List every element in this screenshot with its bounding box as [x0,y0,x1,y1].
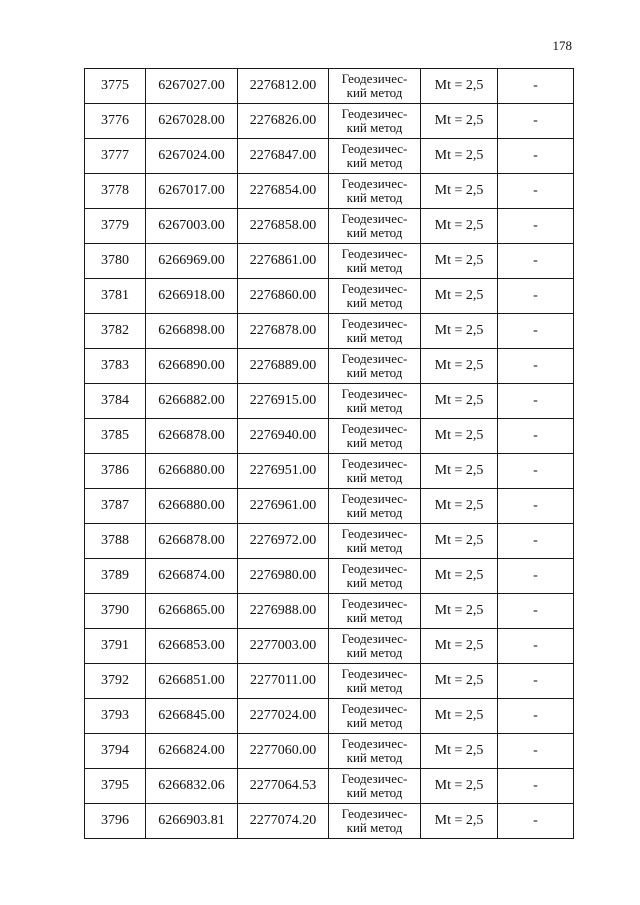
note-cell: - [498,629,574,664]
method-line-2: кий метод [346,225,403,240]
point-number-cell: 3789 [85,559,146,594]
note-cell: - [498,524,574,559]
accuracy-cell: Mt = 2,5 [421,349,498,384]
accuracy-cell: Mt = 2,5 [421,559,498,594]
note-cell: - [498,419,574,454]
table-row [85,314,574,349]
method-cell [329,769,421,804]
table-row [85,104,574,139]
method-line-1: Геодезичес- [341,596,408,611]
note-cell: - [498,664,574,699]
note-cell: - [498,279,574,314]
y-coordinate-cell: 2276889.00 [238,349,329,384]
method-line-2: кий метод [346,85,403,100]
point-number-cell: 3786 [85,454,146,489]
method-line-1: Геодезичес- [341,351,408,366]
y-coordinate-cell: 2276940.00 [238,419,329,454]
note-cell: - [498,244,574,279]
method-line-1: Геодезичес- [341,736,408,751]
point-number-cell: 3790 [85,594,146,629]
method-cell [329,454,421,489]
point-number-cell: 3788 [85,524,146,559]
y-coordinate-cell: 2276980.00 [238,559,329,594]
method-line-2: кий метод [346,785,403,800]
x-coordinate-cell: 6266903.81 [146,804,238,839]
point-number-cell: 3793 [85,699,146,734]
method-cell [329,244,421,279]
point-number-cell: 3792 [85,664,146,699]
method-line-2: кий метод [346,575,403,590]
method-cell [329,664,421,699]
method-line-2: кий метод [346,750,403,765]
table-row [85,139,574,174]
x-coordinate-cell: 6267024.00 [146,139,238,174]
accuracy-cell: Mt = 2,5 [421,384,498,419]
point-number-cell: 3791 [85,629,146,664]
point-number-cell: 3785 [85,419,146,454]
y-coordinate-cell: 2276878.00 [238,314,329,349]
x-coordinate-cell: 6266824.00 [146,734,238,769]
method-line-2: кий метод [346,330,403,345]
method-line-2: кий метод [346,715,403,730]
point-number-cell: 3795 [85,769,146,804]
method-line-1: Геодезичес- [341,316,408,331]
note-cell: - [498,594,574,629]
table-row [85,769,574,804]
x-coordinate-cell: 6266845.00 [146,699,238,734]
y-coordinate-cell: 2276861.00 [238,244,329,279]
note-cell: - [498,384,574,419]
accuracy-cell: Mt = 2,5 [421,209,498,244]
point-number-cell: 3781 [85,279,146,314]
method-cell [329,629,421,664]
method-line-1: Геодезичес- [341,71,408,86]
note-cell: - [498,104,574,139]
point-number-cell: 3782 [85,314,146,349]
method-cell [329,209,421,244]
method-cell [329,279,421,314]
method-line-2: кий метод [346,470,403,485]
method-line-2: кий метод [346,820,403,835]
method-line-1: Геодезичес- [341,561,408,576]
accuracy-cell: Mt = 2,5 [421,664,498,699]
accuracy-cell: Mt = 2,5 [421,244,498,279]
note-cell: - [498,209,574,244]
y-coordinate-cell: 2276826.00 [238,104,329,139]
method-cell [329,349,421,384]
method-cell [329,559,421,594]
x-coordinate-cell: 6266969.00 [146,244,238,279]
coordinates-table [84,68,574,839]
note-cell: - [498,139,574,174]
method-cell [329,419,421,454]
x-coordinate-cell: 6266874.00 [146,559,238,594]
y-coordinate-cell: 2276961.00 [238,489,329,524]
method-cell [329,104,421,139]
method-line-1: Геодезичес- [341,106,408,121]
page-number: 178 [552,38,572,53]
table-row [85,209,574,244]
point-number-cell: 3783 [85,349,146,384]
table-row [85,419,574,454]
accuracy-cell: Mt = 2,5 [421,594,498,629]
method-line-1: Геодезичес- [341,246,408,261]
accuracy-cell: Mt = 2,5 [421,629,498,664]
method-line-1: Геодезичес- [341,526,408,541]
method-line-1: Геодезичес- [341,806,408,821]
method-line-2: кий метод [346,260,403,275]
x-coordinate-cell: 6267003.00 [146,209,238,244]
method-cell [329,174,421,209]
method-line-1: Геодезичес- [341,701,408,716]
point-number-cell: 3780 [85,244,146,279]
method-line-2: кий метод [346,645,403,660]
point-number-cell: 3775 [85,69,146,104]
x-coordinate-cell: 6266918.00 [146,279,238,314]
accuracy-cell: Mt = 2,5 [421,524,498,559]
x-coordinate-cell: 6266878.00 [146,524,238,559]
accuracy-cell: Mt = 2,5 [421,279,498,314]
point-number-cell: 3784 [85,384,146,419]
method-line-1: Геодезичес- [341,281,408,296]
accuracy-cell: Mt = 2,5 [421,454,498,489]
method-cell [329,139,421,174]
y-coordinate-cell: 2276860.00 [238,279,329,314]
note-cell: - [498,69,574,104]
x-coordinate-cell: 6266878.00 [146,419,238,454]
y-coordinate-cell: 2276988.00 [238,594,329,629]
table-row [85,69,574,104]
method-line-2: кий метод [346,155,403,170]
accuracy-cell: Mt = 2,5 [421,769,498,804]
table-row [85,174,574,209]
x-coordinate-cell: 6266880.00 [146,454,238,489]
y-coordinate-cell: 2276854.00 [238,174,329,209]
table-row [85,804,574,839]
table-row [85,699,574,734]
table-row [85,384,574,419]
method-line-1: Геодезичес- [341,666,408,681]
table-row [85,594,574,629]
y-coordinate-cell: 2276951.00 [238,454,329,489]
x-coordinate-cell: 6266832.06 [146,769,238,804]
table-row [85,664,574,699]
method-cell [329,314,421,349]
point-number-cell: 3787 [85,489,146,524]
x-coordinate-cell: 6266890.00 [146,349,238,384]
accuracy-cell: Mt = 2,5 [421,69,498,104]
y-coordinate-cell: 2276812.00 [238,69,329,104]
note-cell: - [498,349,574,384]
note-cell: - [498,699,574,734]
x-coordinate-cell: 6266880.00 [146,489,238,524]
method-line-1: Геодезичес- [341,771,408,786]
method-line-2: кий метод [346,365,403,380]
y-coordinate-cell: 2277074.20 [238,804,329,839]
method-cell [329,699,421,734]
point-number-cell: 3794 [85,734,146,769]
table-row [85,244,574,279]
method-cell [329,489,421,524]
method-cell [329,594,421,629]
table-row [85,279,574,314]
method-line-1: Геодезичес- [341,456,408,471]
accuracy-cell: Mt = 2,5 [421,489,498,524]
table-row [85,734,574,769]
y-coordinate-cell: 2276972.00 [238,524,329,559]
method-line-1: Геодезичес- [341,421,408,436]
table-row [85,349,574,384]
accuracy-cell: Mt = 2,5 [421,734,498,769]
method-line-1: Геодезичес- [341,631,408,646]
method-line-2: кий метод [346,120,403,135]
note-cell: - [498,454,574,489]
note-cell: - [498,314,574,349]
method-cell [329,734,421,769]
method-cell [329,804,421,839]
y-coordinate-cell: 2277064.53 [238,769,329,804]
y-coordinate-cell: 2277003.00 [238,629,329,664]
accuracy-cell: Mt = 2,5 [421,419,498,454]
x-coordinate-cell: 6267017.00 [146,174,238,209]
accuracy-cell: Mt = 2,5 [421,314,498,349]
x-coordinate-cell: 6266898.00 [146,314,238,349]
accuracy-cell: Mt = 2,5 [421,804,498,839]
accuracy-cell: Mt = 2,5 [421,699,498,734]
method-line-2: кий метод [346,190,403,205]
point-number-cell: 3796 [85,804,146,839]
method-line-1: Геодезичес- [341,211,408,226]
method-line-2: кий метод [346,435,403,450]
method-line-1: Геодезичес- [341,386,408,401]
point-number-cell: 3776 [85,104,146,139]
x-coordinate-cell: 6266853.00 [146,629,238,664]
method-line-2: кий метод [346,295,403,310]
method-line-2: кий метод [346,505,403,520]
note-cell: - [498,174,574,209]
y-coordinate-cell: 2277011.00 [238,664,329,699]
x-coordinate-cell: 6266865.00 [146,594,238,629]
note-cell: - [498,559,574,594]
accuracy-cell: Mt = 2,5 [421,174,498,209]
note-cell: - [498,769,574,804]
point-number-cell: 3778 [85,174,146,209]
method-line-1: Геодезичес- [341,176,408,191]
table-row [85,629,574,664]
table-row [85,524,574,559]
x-coordinate-cell: 6267028.00 [146,104,238,139]
note-cell: - [498,734,574,769]
y-coordinate-cell: 2276858.00 [238,209,329,244]
method-cell [329,69,421,104]
method-cell [329,524,421,559]
accuracy-cell: Mt = 2,5 [421,139,498,174]
table-row [85,559,574,594]
method-line-2: кий метод [346,610,403,625]
accuracy-cell: Mt = 2,5 [421,104,498,139]
point-number-cell: 3777 [85,139,146,174]
y-coordinate-cell: 2276847.00 [238,139,329,174]
method-line-2: кий метод [346,540,403,555]
x-coordinate-cell: 6266882.00 [146,384,238,419]
method-line-2: кий метод [346,400,403,415]
x-coordinate-cell: 6267027.00 [146,69,238,104]
x-coordinate-cell: 6266851.00 [146,664,238,699]
coordinates-table-body [85,69,574,839]
method-line-1: Геодезичес- [341,141,408,156]
y-coordinate-cell: 2276915.00 [238,384,329,419]
y-coordinate-cell: 2277024.00 [238,699,329,734]
note-cell: - [498,804,574,839]
note-cell: - [498,489,574,524]
table-row [85,489,574,524]
y-coordinate-cell: 2277060.00 [238,734,329,769]
method-cell [329,384,421,419]
method-line-2: кий метод [346,680,403,695]
point-number-cell: 3779 [85,209,146,244]
table-row [85,454,574,489]
method-line-1: Геодезичес- [341,491,408,506]
